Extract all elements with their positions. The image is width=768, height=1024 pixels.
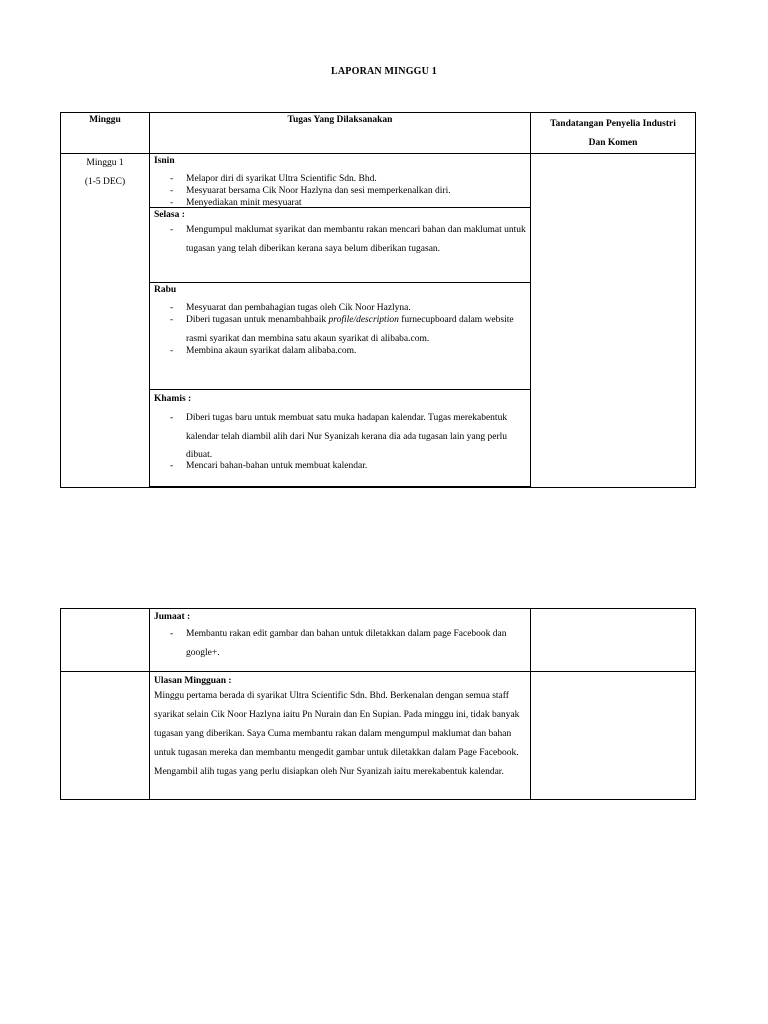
list-item: - Membantu rakan edit gambar dan bahan untuk diletakkan dalam page Facebook dan google+. xyxy=(154,625,526,662)
day-title: Khamis : xyxy=(154,394,192,404)
tasks-cell xyxy=(150,154,531,488)
weekly-report-table-continued xyxy=(60,608,696,800)
week-cell xyxy=(61,154,150,488)
list-item: - Mengumpul maklumat syarikat dan membantu rakan mencari bahan dan maklumat untuk tugasan yang telah diberikan kerana saya belum diberikan tugasan. xyxy=(154,221,526,258)
signature-cell xyxy=(531,672,696,800)
day-rabu xyxy=(149,283,531,390)
week-cell-empty xyxy=(61,609,150,672)
week-cell-empty xyxy=(61,672,150,800)
page-title: LAPORAN MINGGU 1 xyxy=(331,66,437,77)
signature-cell xyxy=(531,154,696,488)
header-tasks: Tugas Yang Dilaksanakan xyxy=(150,113,531,154)
review-text: Minggu pertama berada di syarikat Ultra Scientific Sdn. Bhd. Berkenalan dengan semua staff syarikat selain Cik Noor Hazlyna iaitu Pn Nurain dan En Supian. Pada minggu ini, tidak banyak tugasan yang diberikan. Saya Cuma membantu rakan dalam mengumpul maklumat dan bahan untuk tugasan mereka dan membantu mengedit gambar untuk diletakkan dalam Page Facebook. Mengambil alih tugas yang perlu disiapkan oleh Nur Syanizah iaitu merekabentuk kalendar. xyxy=(154,691,520,777)
ulasan-row xyxy=(61,672,696,800)
week-range: (1-5 DEC) xyxy=(84,177,126,187)
list-item: - Diberi tugas baru untuk membuat satu muka hadapan kalendar. Tugas merekabentuk kalendar telah diambil alih dari Nur Syanizah kerana dia ada tugasan lain yang perlu dibuat. xyxy=(154,409,526,465)
day-title: Jumaat : xyxy=(154,612,191,622)
header-signature: Tandatangan Penyelia Industri Dan Komen xyxy=(531,113,696,154)
day-khamis xyxy=(149,390,531,487)
review-title: Ulasan Mingguan : xyxy=(154,676,232,686)
day-selasa xyxy=(149,208,531,283)
list-item: - Membina akaun syarikat dalam alibaba.com. xyxy=(154,345,526,357)
list-item: - Menyediakan minit mesyuarat xyxy=(154,197,526,209)
weekly-report-table xyxy=(60,112,696,488)
day-isnin xyxy=(149,154,531,208)
list-item: - Mencari bahan-bahan untuk membuat kalendar. xyxy=(154,460,526,472)
weekly-review xyxy=(150,672,531,800)
week-label: Minggu 1 xyxy=(86,158,124,168)
day-title: Selasa : xyxy=(154,210,185,220)
list-item: - Mesyuarat dan pembahagian tugas oleh Cik Noor Hazlyna. xyxy=(154,302,526,314)
list-item: - Melapor diri di syarikat Ultra Scientific Sdn. Bhd. xyxy=(154,173,526,185)
header-week: Minggu xyxy=(61,113,150,154)
list-item: - Mesyuarat bersama Cik Noor Hazlyna dan sesi memperkenalkan diri. xyxy=(154,185,526,197)
day-title: Isnin xyxy=(154,156,175,166)
day-title: Rabu xyxy=(154,285,177,295)
list-item: - Diberi tugasan untuk menambahbaik profile/description furnecupboard dalam website rasmi syarikat dan membina satu akaun syarikat di alibaba.com. xyxy=(154,311,526,348)
signature-cell xyxy=(531,609,696,672)
header-row xyxy=(61,113,696,154)
day-jumaat xyxy=(150,609,531,672)
week-row xyxy=(61,154,696,488)
jumaat-row xyxy=(61,609,696,672)
